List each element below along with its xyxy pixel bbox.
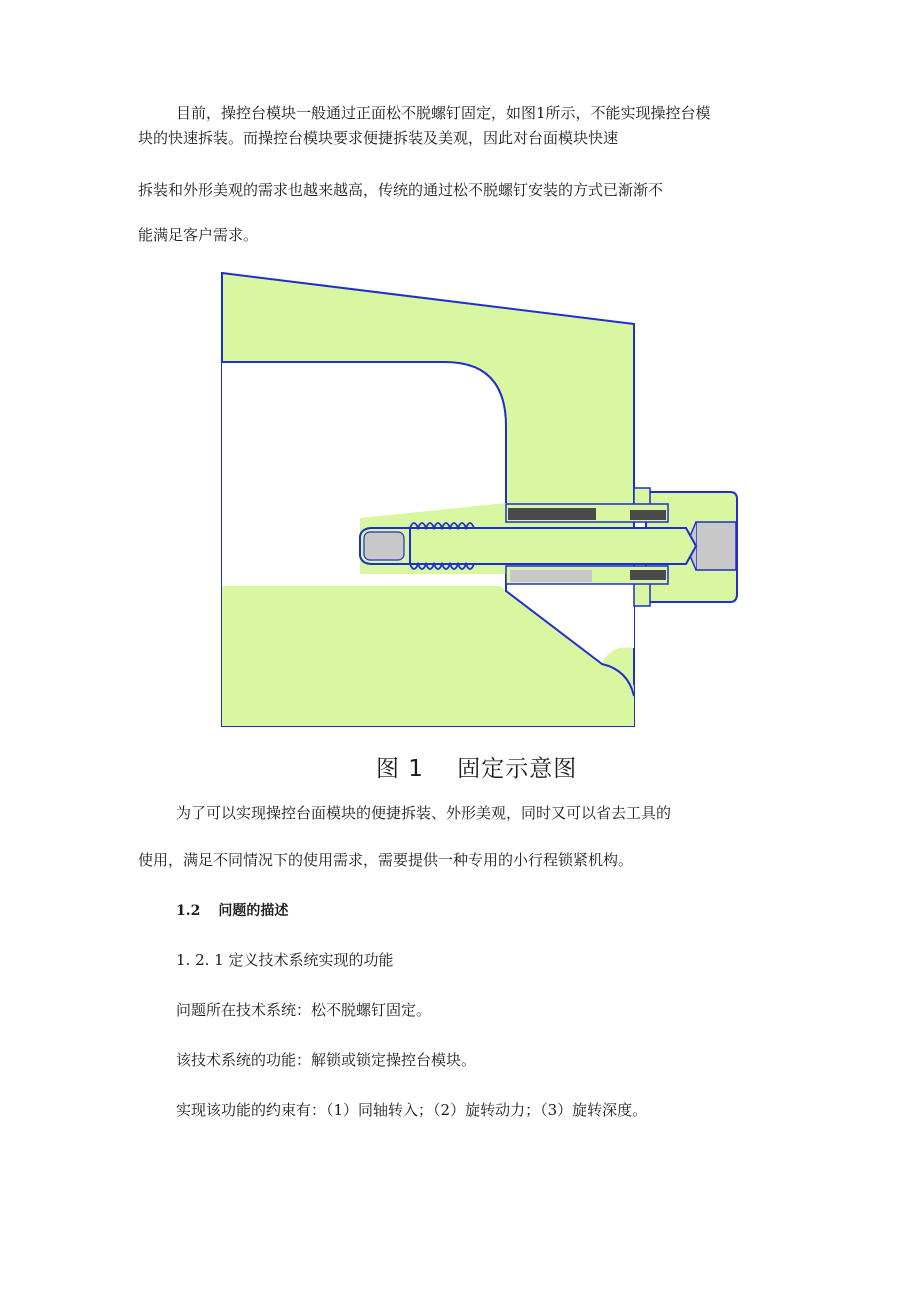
para2-line-1: 为了可以实现操控台面模块的便捷拆装、外形美观，同时又可以省去工具的 [176, 804, 672, 822]
intro-line-3: 拆装和外形美观的需求也越来越高，传统的通过松不脱螺钉安装的方式已渐渐不 [138, 181, 664, 199]
intro-line-1: 目前，操控台模块一般通过正面松不脱螺钉固定，如图1所示，不能实现操控台模 [176, 104, 711, 122]
figure-caption: 图 1 固定示意图 [376, 756, 578, 782]
system-line: 问题所在技术系统：松不脱螺钉固定。 [176, 1001, 432, 1019]
intro-line-4: 能满足客户需求。 [138, 226, 259, 244]
tip-insert [364, 532, 404, 560]
screw-shaft [410, 528, 696, 564]
para2-line-2: 使用，满足不同情况下的使用需求，需要提供一种专用的小行程锁紧机构。 [138, 851, 634, 869]
sleeve-dark-right [630, 510, 666, 520]
section-number: 1.2 [176, 903, 201, 919]
section-title: 问题的描述 [218, 903, 289, 919]
constraints-line: 实现该功能的约束有：（1）同轴转入；（2）旋转动力；（3）旋转深度。 [176, 1101, 648, 1119]
section-heading [176, 904, 826, 918]
function-line: 该技术系统的功能：解锁或锁定操控台模块。 [176, 1051, 477, 1069]
fixing-diagram [210, 266, 750, 732]
sleeve-dark [508, 508, 596, 520]
intro-line-2: 块的快速拆装。而操控台模块要求便捷拆装及美观，因此对台面模块快速 [138, 129, 619, 147]
sleeve-gray [510, 570, 592, 582]
hex-socket [696, 522, 736, 570]
washer-bottom [634, 582, 650, 606]
sleeve-dark-right-b [630, 570, 666, 580]
subsection-heading: 1. 2. 1 定义技术系统实现的功能 [176, 951, 394, 969]
